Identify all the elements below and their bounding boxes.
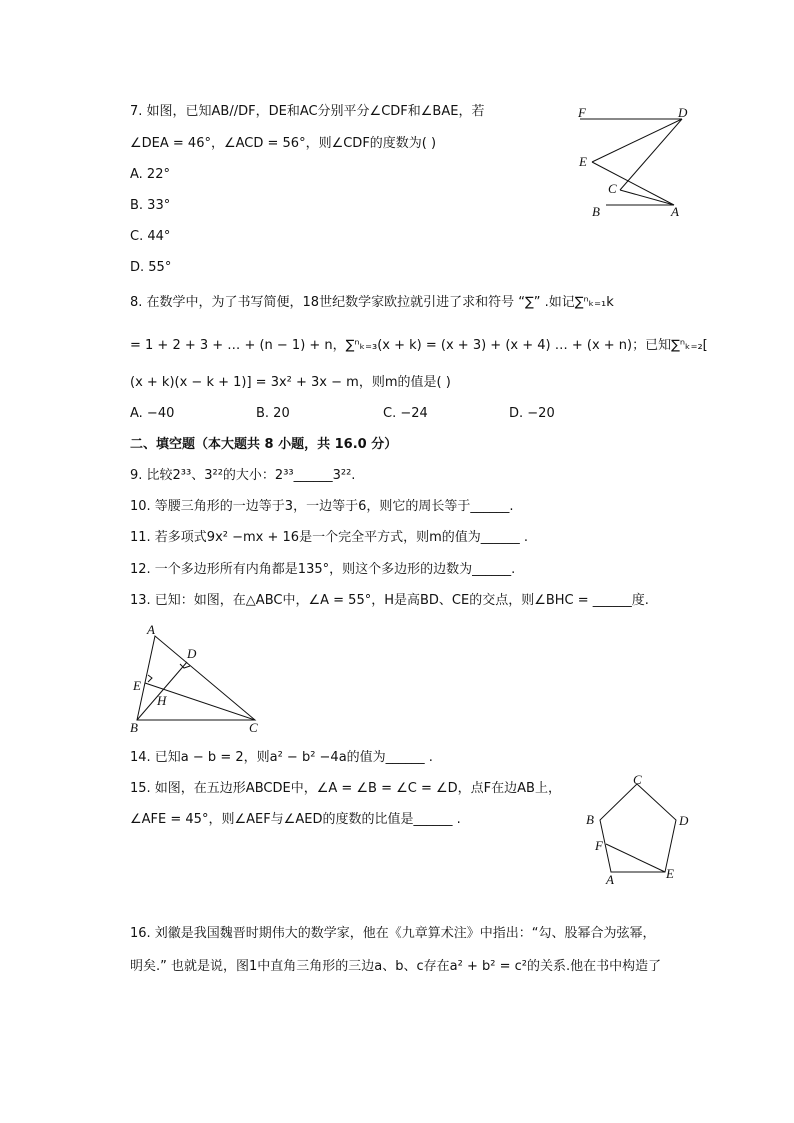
q15-label-e: E <box>666 866 674 881</box>
q12-text: 12. 一个多边形所有内角都是135°，则这个多边形的边数为______. <box>130 562 516 577</box>
section2-title: 二、填空题（本大题共 8 小题，共 16.0 分） <box>130 437 398 452</box>
q8-line1: 8. 在数学中，为了书写简便，18世纪数学家欧拉就引进了求和符号 “∑” .如记∑ⁿₖ₌₁k <box>130 295 614 310</box>
q7-option-a: A. 22° <box>130 167 170 182</box>
q7-line1: 7. 如图，已知AB//DF，DE和AC分别平分∠CDF和∠BAE，若 <box>130 104 485 119</box>
q8-option-a: A. −40 <box>130 406 175 421</box>
q15-label-c: C <box>633 772 642 787</box>
q15-label-b: B <box>586 812 594 827</box>
q16-line2: 明矣.” 也就是说，图1中直角三角形的三边a、b、c存在a² + b² = c²的关系.他在书中构造了 <box>130 959 662 974</box>
q7-label-a: A <box>671 204 679 219</box>
q7-option-d: D. 55° <box>130 260 172 275</box>
q7-option-c: C. 44° <box>130 229 171 244</box>
q15-line1: 15. 如图，在五边形ABCDE中，∠A = ∠B = ∠C = ∠D，点F在边AB上， <box>130 781 561 796</box>
q10-text: 10. 等腰三角形的一边等于3，一边等于6，则它的周长等于______. <box>130 499 514 514</box>
q7-label-e: E <box>579 154 587 169</box>
q7-line2: ∠DEA = 46°，∠ACD = 56°，则∠CDF的度数为( ) <box>130 136 437 151</box>
q15-label-d: D <box>679 813 689 828</box>
q15-label-a: A <box>606 872 614 887</box>
q13-label-a: A <box>147 622 155 637</box>
q11-text: 11. 若多项式9x² −mx + 16是一个完全平方式，则m的值为______ . <box>130 530 528 545</box>
q16-line1: 16. 刘徽是我国魏晋时期伟大的数学家，他在《九章算术注》中指出：“勾、股幂合为弦幂， <box>130 926 656 941</box>
q7-label-c: C <box>608 181 617 196</box>
q8-line2: = 1 + 2 + 3 + … + (n − 1) + n，∑ⁿₖ₌₃(x + k) = (x + 3) + (x + 4) … + (x + n)；已知∑ⁿₖ₌₂[ <box>130 338 708 353</box>
q14-text: 14. 已知a − b = 2，则a² − b² −4a的值为______ . <box>130 750 433 765</box>
q13-label-c: C <box>249 720 258 735</box>
q8-option-b: B. 20 <box>256 406 290 421</box>
q7-label-f: F <box>578 105 586 120</box>
q13-label-b: B <box>130 720 138 735</box>
q15-label-f: F <box>595 838 603 853</box>
q8-option-d: D. −20 <box>509 406 555 421</box>
q7-option-b: B. 33° <box>130 198 171 213</box>
q7-label-b: B <box>592 204 600 219</box>
q13-figure <box>125 620 275 740</box>
q7-figure <box>570 100 700 225</box>
q15-line2: ∠AFE = 45°，则∠AEF与∠AED的度数的比值是______ . <box>130 812 461 827</box>
q8-option-c: C. −24 <box>383 406 428 421</box>
q13-text: 13. 已知：如图，在△ABC中，∠A = 55°，H是高BD、CE的交点，则∠BHC = ______度. <box>130 593 649 608</box>
q7-label-d: D <box>678 105 688 120</box>
q13-label-d: D <box>187 646 197 661</box>
q13-label-h: H <box>157 693 167 708</box>
q8-line3: (x + k)(x − k + 1)] = 3x² + 3x − m，则m的值是( ) <box>130 375 451 390</box>
q13-label-e: E <box>133 678 141 693</box>
q15-figure <box>578 772 698 887</box>
q9-text: 9. 比较2³³、3²²的大小：2³³______3²². <box>130 468 356 483</box>
